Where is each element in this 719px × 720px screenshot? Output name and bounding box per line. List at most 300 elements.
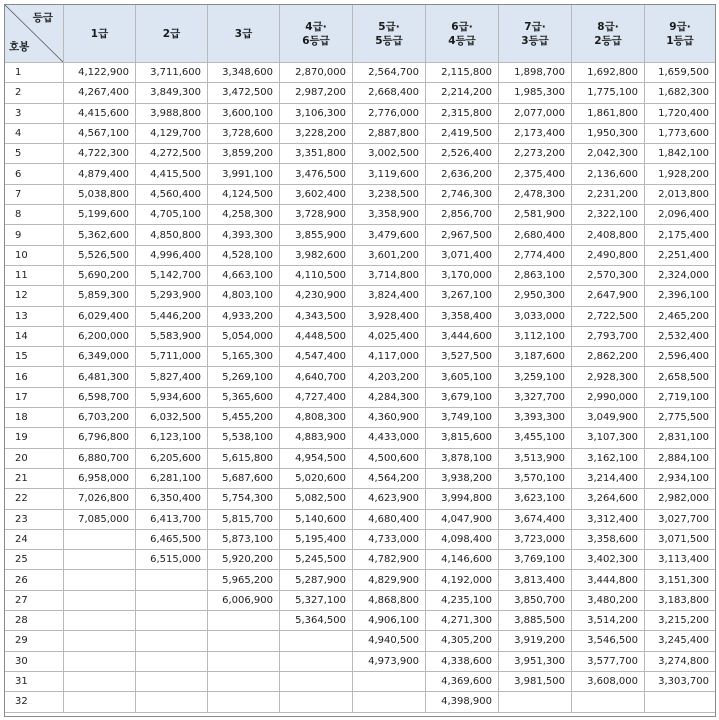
salary-cell: 2,322,100 [572, 205, 645, 225]
salary-cell: 3,878,100 [426, 448, 499, 468]
salary-cell: 5,038,800 [64, 184, 136, 204]
salary-cell: 4,203,200 [353, 367, 426, 387]
salary-cell: 1,861,800 [572, 103, 645, 123]
salary-cell: 2,173,400 [499, 123, 572, 143]
salary-cell: 2,668,400 [353, 83, 426, 103]
salary-cell: 4,973,900 [353, 651, 426, 671]
salary-cell: 1,985,300 [499, 83, 572, 103]
salary-cell: 5,293,900 [136, 286, 208, 306]
salary-cell: 2,870,000 [280, 63, 353, 83]
salary-cell: 3,472,500 [208, 83, 280, 103]
salary-cell: 3,358,900 [353, 205, 426, 225]
grade-header-text: 2급 [162, 27, 181, 40]
salary-cell: 2,490,800 [572, 245, 645, 265]
salary-cell: 4,343,500 [280, 306, 353, 326]
salary-cell: 4,560,400 [136, 184, 208, 204]
salary-cell: 6,123,100 [136, 428, 208, 448]
salary-cell: 5,364,500 [280, 611, 353, 631]
grade-header-text: 3급 [234, 27, 253, 40]
salary-cell: 2,719,100 [645, 387, 716, 407]
grade-header-text: 7급· [524, 20, 546, 33]
salary-cell: 5,142,700 [136, 265, 208, 285]
step-number-cell: 23 [5, 509, 64, 529]
step-number-cell: 13 [5, 306, 64, 326]
salary-cell: 4,705,100 [136, 205, 208, 225]
step-number-cell: 21 [5, 468, 64, 488]
salary-cell: 3,033,000 [499, 306, 572, 326]
grade-header-text: 4등급 [448, 34, 476, 47]
salary-cell: 2,526,400 [426, 144, 499, 164]
salary-cell: 3,994,800 [426, 489, 499, 509]
step-number-cell: 18 [5, 408, 64, 428]
salary-cell: 2,273,200 [499, 144, 572, 164]
salary-cell: 4,547,400 [280, 347, 353, 367]
salary-cell: 3,988,800 [136, 103, 208, 123]
salary-cell: 3,245,400 [645, 631, 716, 651]
salary-cell: 3,348,600 [208, 63, 280, 83]
salary-cell: 4,122,900 [64, 63, 136, 83]
salary-cell: 6,598,700 [64, 387, 136, 407]
salary-cell: 5,920,200 [208, 550, 280, 570]
salary-cell: 3,546,500 [572, 631, 645, 651]
salary-cell: 3,238,500 [353, 184, 426, 204]
step-number-cell: 29 [5, 631, 64, 651]
salary-cell: 6,032,500 [136, 408, 208, 428]
salary-cell: 2,408,800 [572, 225, 645, 245]
salary-cell: 2,982,000 [645, 489, 716, 509]
salary-cell: 4,727,400 [280, 387, 353, 407]
salary-cell: 3,749,100 [426, 408, 499, 428]
salary-cell: 6,349,000 [64, 347, 136, 367]
salary-cell: 3,714,800 [353, 265, 426, 285]
salary-cell: 2,636,200 [426, 164, 499, 184]
salary-cell: 3,859,200 [208, 144, 280, 164]
salary-cell: 3,623,100 [499, 489, 572, 509]
salary-cell: 3,991,100 [208, 164, 280, 184]
salary-cell: 2,077,000 [499, 103, 572, 123]
salary-cell: 4,663,100 [208, 265, 280, 285]
salary-cell: 3,527,500 [426, 347, 499, 367]
grade-header-text: 9급· [669, 20, 691, 33]
step-number-cell: 11 [5, 265, 64, 285]
salary-cell: 4,448,500 [280, 326, 353, 346]
salary-cell: 2,315,800 [426, 103, 499, 123]
salary-cell: 1,842,100 [645, 144, 716, 164]
salary-cell: 6,281,100 [136, 468, 208, 488]
salary-cell: 3,577,700 [572, 651, 645, 671]
salary-cell: 4,230,900 [280, 286, 353, 306]
step-number-cell: 17 [5, 387, 64, 407]
salary-cell: 1,659,500 [645, 63, 716, 83]
salary-cell: 5,859,300 [64, 286, 136, 306]
salary-cell: 3,981,500 [499, 671, 572, 691]
salary-cell: 3,274,800 [645, 651, 716, 671]
salary-cell: 5,934,600 [136, 387, 208, 407]
salary-cell: 4,808,300 [280, 408, 353, 428]
salary-cell: 4,940,500 [353, 631, 426, 651]
salary-cell: 4,129,700 [136, 123, 208, 143]
salary-cell: 4,398,900 [426, 692, 499, 712]
salary-cell: 2,251,400 [645, 245, 716, 265]
salary-cell: 4,564,200 [353, 468, 426, 488]
salary-cell: 1,950,300 [572, 123, 645, 143]
salary-cell: 3,106,300 [280, 103, 353, 123]
salary-cell: 4,192,000 [426, 570, 499, 590]
step-label: 호봉 [9, 41, 30, 53]
salary-cell: 3,151,300 [645, 570, 716, 590]
salary-cell: 4,025,400 [353, 326, 426, 346]
salary-cell: 3,728,900 [280, 205, 353, 225]
salary-cell: 3,479,600 [353, 225, 426, 245]
salary-cell: 4,110,500 [280, 265, 353, 285]
salary-cell: 2,564,700 [353, 63, 426, 83]
salary-cell: 3,723,000 [499, 529, 572, 549]
salary-cell: 6,029,400 [64, 306, 136, 326]
step-number-cell: 30 [5, 651, 64, 671]
salary-cell: 3,228,200 [280, 123, 353, 143]
step-number-cell: 1 [5, 63, 64, 83]
salary-cell: 5,245,500 [280, 550, 353, 570]
salary-cell: 6,350,400 [136, 489, 208, 509]
salary-cell: 4,567,100 [64, 123, 136, 143]
salary-cell: 3,602,400 [280, 184, 353, 204]
salary-cell: 3,600,100 [208, 103, 280, 123]
grade-header-text: 6급· [451, 20, 473, 33]
salary-cell: 4,883,900 [280, 428, 353, 448]
salary-cell: 5,269,100 [208, 367, 280, 387]
salary-cell: 1,898,700 [499, 63, 572, 83]
salary-cell: 4,305,200 [426, 631, 499, 651]
salary-cell: 5,195,400 [280, 529, 353, 549]
salary-cell: 5,365,600 [208, 387, 280, 407]
salary-cell: 3,919,200 [499, 631, 572, 651]
salary-cell: 3,303,700 [645, 671, 716, 691]
salary-cell: 3,351,800 [280, 144, 353, 164]
salary-cell: 6,958,000 [64, 468, 136, 488]
salary-cell: 3,605,100 [426, 367, 499, 387]
salary-cell: 4,235,100 [426, 590, 499, 610]
salary-cell: 6,200,000 [64, 326, 136, 346]
salary-cell: 5,827,400 [136, 367, 208, 387]
salary-cell: 5,362,600 [64, 225, 136, 245]
step-number-cell: 6 [5, 164, 64, 184]
salary-cell: 3,813,400 [499, 570, 572, 590]
salary-cell: 4,782,900 [353, 550, 426, 570]
salary-cell: 2,581,900 [499, 205, 572, 225]
salary-cell: 3,119,600 [353, 164, 426, 184]
salary-cell: 5,082,500 [280, 489, 353, 509]
salary-cell: 3,402,300 [572, 550, 645, 570]
salary-cell: 2,774,400 [499, 245, 572, 265]
salary-cell: 5,583,900 [136, 326, 208, 346]
grade-header-text: 6등급 [302, 34, 330, 47]
salary-cell: 4,954,500 [280, 448, 353, 468]
salary-cell: 5,754,300 [208, 489, 280, 509]
salary-cell: 2,396,100 [645, 286, 716, 306]
salary-cell: 2,967,500 [426, 225, 499, 245]
salary-cell: 4,415,600 [64, 103, 136, 123]
salary-cell: 5,140,600 [280, 509, 353, 529]
step-number-cell: 5 [5, 144, 64, 164]
salary-cell: 1,773,600 [645, 123, 716, 143]
salary-cell: 2,647,900 [572, 286, 645, 306]
salary-cell: 6,515,000 [136, 550, 208, 570]
salary-cell: 3,728,600 [208, 123, 280, 143]
salary-cell: 3,849,300 [136, 83, 208, 103]
salary-cell: 2,746,300 [426, 184, 499, 204]
salary-cell: 4,369,600 [426, 671, 499, 691]
salary-cell: 2,928,300 [572, 367, 645, 387]
salary-cell: 4,623,900 [353, 489, 426, 509]
salary-cell: 4,258,300 [208, 205, 280, 225]
salary-cell: 3,215,200 [645, 611, 716, 631]
salary-cell: 3,674,400 [499, 509, 572, 529]
step-number-cell: 26 [5, 570, 64, 590]
salary-cell: 3,358,600 [572, 529, 645, 549]
salary-cell: 4,272,500 [136, 144, 208, 164]
salary-cell: 4,146,600 [426, 550, 499, 570]
salary-cell: 4,933,200 [208, 306, 280, 326]
salary-cell: 4,124,500 [208, 184, 280, 204]
salary-cell: 2,324,000 [645, 265, 716, 285]
salary-cell: 2,136,600 [572, 164, 645, 184]
salary-cell: 3,850,700 [499, 590, 572, 610]
salary-cell: 2,990,000 [572, 387, 645, 407]
salary-cell: 4,640,700 [280, 367, 353, 387]
step-number-cell: 15 [5, 347, 64, 367]
salary-cell: 5,446,200 [136, 306, 208, 326]
salary-cell: 3,027,700 [645, 509, 716, 529]
salary-cell: 4,117,000 [353, 347, 426, 367]
salary-cell: 3,679,100 [426, 387, 499, 407]
salary-cell: 2,950,300 [499, 286, 572, 306]
salary-cell: 7,085,000 [64, 509, 136, 529]
salary-cell: 3,327,700 [499, 387, 572, 407]
salary-cell: 5,199,600 [64, 205, 136, 225]
salary-cell: 5,615,800 [208, 448, 280, 468]
salary-cell: 2,680,400 [499, 225, 572, 245]
step-number-cell: 31 [5, 671, 64, 691]
salary-cell: 1,720,400 [645, 103, 716, 123]
salary-cell: 3,514,200 [572, 611, 645, 631]
salary-cell: 2,831,100 [645, 428, 716, 448]
grade-header-text: 5급· [378, 20, 400, 33]
salary-cell: 4,500,600 [353, 448, 426, 468]
salary-cell: 2,596,400 [645, 347, 716, 367]
salary-cell: 2,776,000 [353, 103, 426, 123]
step-number-cell: 32 [5, 692, 64, 712]
salary-cell: 2,214,200 [426, 83, 499, 103]
step-number-cell: 19 [5, 428, 64, 448]
grade-label: 등급 [32, 12, 53, 24]
salary-cell: 2,856,700 [426, 205, 499, 225]
salary-cell: 5,287,900 [280, 570, 353, 590]
salary-cell: 4,722,300 [64, 144, 136, 164]
salary-cell: 4,433,000 [353, 428, 426, 448]
salary-cell: 6,481,300 [64, 367, 136, 387]
salary-cell: 5,526,500 [64, 245, 136, 265]
salary-cell: 2,658,500 [645, 367, 716, 387]
salary-cell: 4,829,900 [353, 570, 426, 590]
salary-cell: 3,455,100 [499, 428, 572, 448]
salary-cell: 3,071,400 [426, 245, 499, 265]
grade-header-text: 5등급 [375, 34, 403, 47]
salary-cell: 6,413,700 [136, 509, 208, 529]
step-number-cell: 20 [5, 448, 64, 468]
salary-cell: 3,480,200 [572, 590, 645, 610]
salary-cell: 1,692,800 [572, 63, 645, 83]
salary-cell: 3,476,500 [280, 164, 353, 184]
salary-cell: 6,703,200 [64, 408, 136, 428]
salary-cell: 4,284,300 [353, 387, 426, 407]
salary-cell: 3,815,600 [426, 428, 499, 448]
salary-cell: 2,231,200 [572, 184, 645, 204]
salary-cell: 5,687,600 [208, 468, 280, 488]
salary-cell: 3,982,600 [280, 245, 353, 265]
salary-cell: 3,824,400 [353, 286, 426, 306]
salary-cell: 2,987,200 [280, 83, 353, 103]
salary-cell: 3,071,500 [645, 529, 716, 549]
salary-cell: 3,570,100 [499, 468, 572, 488]
step-number-cell: 16 [5, 367, 64, 387]
salary-cell: 5,455,200 [208, 408, 280, 428]
step-number-cell: 12 [5, 286, 64, 306]
salary-cell: 5,538,100 [208, 428, 280, 448]
salary-cell: 7,026,800 [64, 489, 136, 509]
salary-cell: 4,415,500 [136, 164, 208, 184]
salary-cell: 3,183,800 [645, 590, 716, 610]
salary-cell: 3,444,600 [426, 326, 499, 346]
salary-cell: 3,938,200 [426, 468, 499, 488]
step-number-cell: 4 [5, 123, 64, 143]
step-number-cell: 14 [5, 326, 64, 346]
step-number-cell: 7 [5, 184, 64, 204]
salary-cell: 4,047,900 [426, 509, 499, 529]
salary-cell: 3,601,200 [353, 245, 426, 265]
salary-cell: 6,006,900 [208, 590, 280, 610]
salary-cell: 3,358,400 [426, 306, 499, 326]
grade-header-text: 8급· [597, 20, 619, 33]
salary-cell: 2,115,800 [426, 63, 499, 83]
salary-cell: 2,934,100 [645, 468, 716, 488]
salary-cell: 3,928,400 [353, 306, 426, 326]
salary-cell: 3,951,300 [499, 651, 572, 671]
salary-cell: 3,769,100 [499, 550, 572, 570]
salary-cell: 5,690,200 [64, 265, 136, 285]
salary-cell: 4,850,800 [136, 225, 208, 245]
salary-cell: 3,214,400 [572, 468, 645, 488]
salary-cell: 3,393,300 [499, 408, 572, 428]
salary-cell: 4,906,100 [353, 611, 426, 631]
salary-cell: 1,775,100 [572, 83, 645, 103]
salary-cell: 1,928,200 [645, 164, 716, 184]
grade-header-text: 2등급 [594, 34, 622, 47]
step-number-cell: 8 [5, 205, 64, 225]
salary-cell: 3,513,900 [499, 448, 572, 468]
salary-cell: 4,098,400 [426, 529, 499, 549]
salary-cell: 2,096,400 [645, 205, 716, 225]
grade-header-text: 3등급 [521, 34, 549, 47]
salary-cell: 6,465,500 [136, 529, 208, 549]
salary-cell: 4,271,300 [426, 611, 499, 631]
salary-cell: 2,793,700 [572, 326, 645, 346]
salary-cell: 2,042,300 [572, 144, 645, 164]
salary-cell: 2,532,400 [645, 326, 716, 346]
salary-cell: 5,165,300 [208, 347, 280, 367]
step-number-cell: 3 [5, 103, 64, 123]
step-number-cell: 2 [5, 83, 64, 103]
salary-cell: 2,722,500 [572, 306, 645, 326]
step-number-cell: 28 [5, 611, 64, 631]
step-number-cell: 22 [5, 489, 64, 509]
salary-cell: 3,608,000 [572, 671, 645, 691]
salary-cell: 5,873,100 [208, 529, 280, 549]
salary-cell: 1,682,300 [645, 83, 716, 103]
salary-cell: 3,002,500 [353, 144, 426, 164]
salary-cell: 2,013,800 [645, 184, 716, 204]
salary-cell: 3,885,500 [499, 611, 572, 631]
salary-cell: 2,465,200 [645, 306, 716, 326]
salary-cell: 4,393,300 [208, 225, 280, 245]
salary-cell: 3,162,100 [572, 448, 645, 468]
salary-cell: 3,711,600 [136, 63, 208, 83]
salary-cell: 5,327,100 [280, 590, 353, 610]
salary-cell: 2,375,400 [499, 164, 572, 184]
salary-cell: 2,863,100 [499, 265, 572, 285]
salary-cell: 4,360,900 [353, 408, 426, 428]
salary-cell: 2,887,800 [353, 123, 426, 143]
salary-cell: 3,259,100 [499, 367, 572, 387]
salary-cell: 5,020,600 [280, 468, 353, 488]
grade-header-text: 1등급 [666, 34, 694, 47]
salary-cell: 3,113,400 [645, 550, 716, 570]
step-number-cell: 24 [5, 529, 64, 549]
salary-cell: 4,528,100 [208, 245, 280, 265]
salary-cell: 3,107,300 [572, 428, 645, 448]
salary-cell: 5,711,000 [136, 347, 208, 367]
salary-cell: 2,570,300 [572, 265, 645, 285]
grade-header-text: 1급 [90, 27, 109, 40]
table-frame [4, 4, 716, 717]
salary-cell: 6,205,600 [136, 448, 208, 468]
salary-cell: 4,868,800 [353, 590, 426, 610]
salary-cell: 2,775,500 [645, 408, 716, 428]
salary-cell: 4,996,400 [136, 245, 208, 265]
salary-cell: 4,680,400 [353, 509, 426, 529]
salary-cell: 2,419,500 [426, 123, 499, 143]
salary-cell: 3,855,900 [280, 225, 353, 245]
salary-cell: 2,862,200 [572, 347, 645, 367]
salary-cell: 2,175,400 [645, 225, 716, 245]
salary-cell: 5,965,200 [208, 570, 280, 590]
salary-cell: 5,815,700 [208, 509, 280, 529]
step-number-cell: 10 [5, 245, 64, 265]
salary-cell: 4,338,600 [426, 651, 499, 671]
salary-cell: 2,884,100 [645, 448, 716, 468]
salary-cell: 4,803,100 [208, 286, 280, 306]
salary-cell: 5,054,000 [208, 326, 280, 346]
grade-header-text: 4급· [305, 20, 327, 33]
step-number-cell: 25 [5, 550, 64, 570]
salary-cell: 4,879,400 [64, 164, 136, 184]
salary-cell: 3,444,800 [572, 570, 645, 590]
salary-cell: 3,049,900 [572, 408, 645, 428]
salary-cell: 4,267,400 [64, 83, 136, 103]
salary-cell: 3,267,100 [426, 286, 499, 306]
step-number-cell: 9 [5, 225, 64, 245]
salary-cell: 4,733,000 [353, 529, 426, 549]
salary-cell: 6,880,700 [64, 448, 136, 468]
